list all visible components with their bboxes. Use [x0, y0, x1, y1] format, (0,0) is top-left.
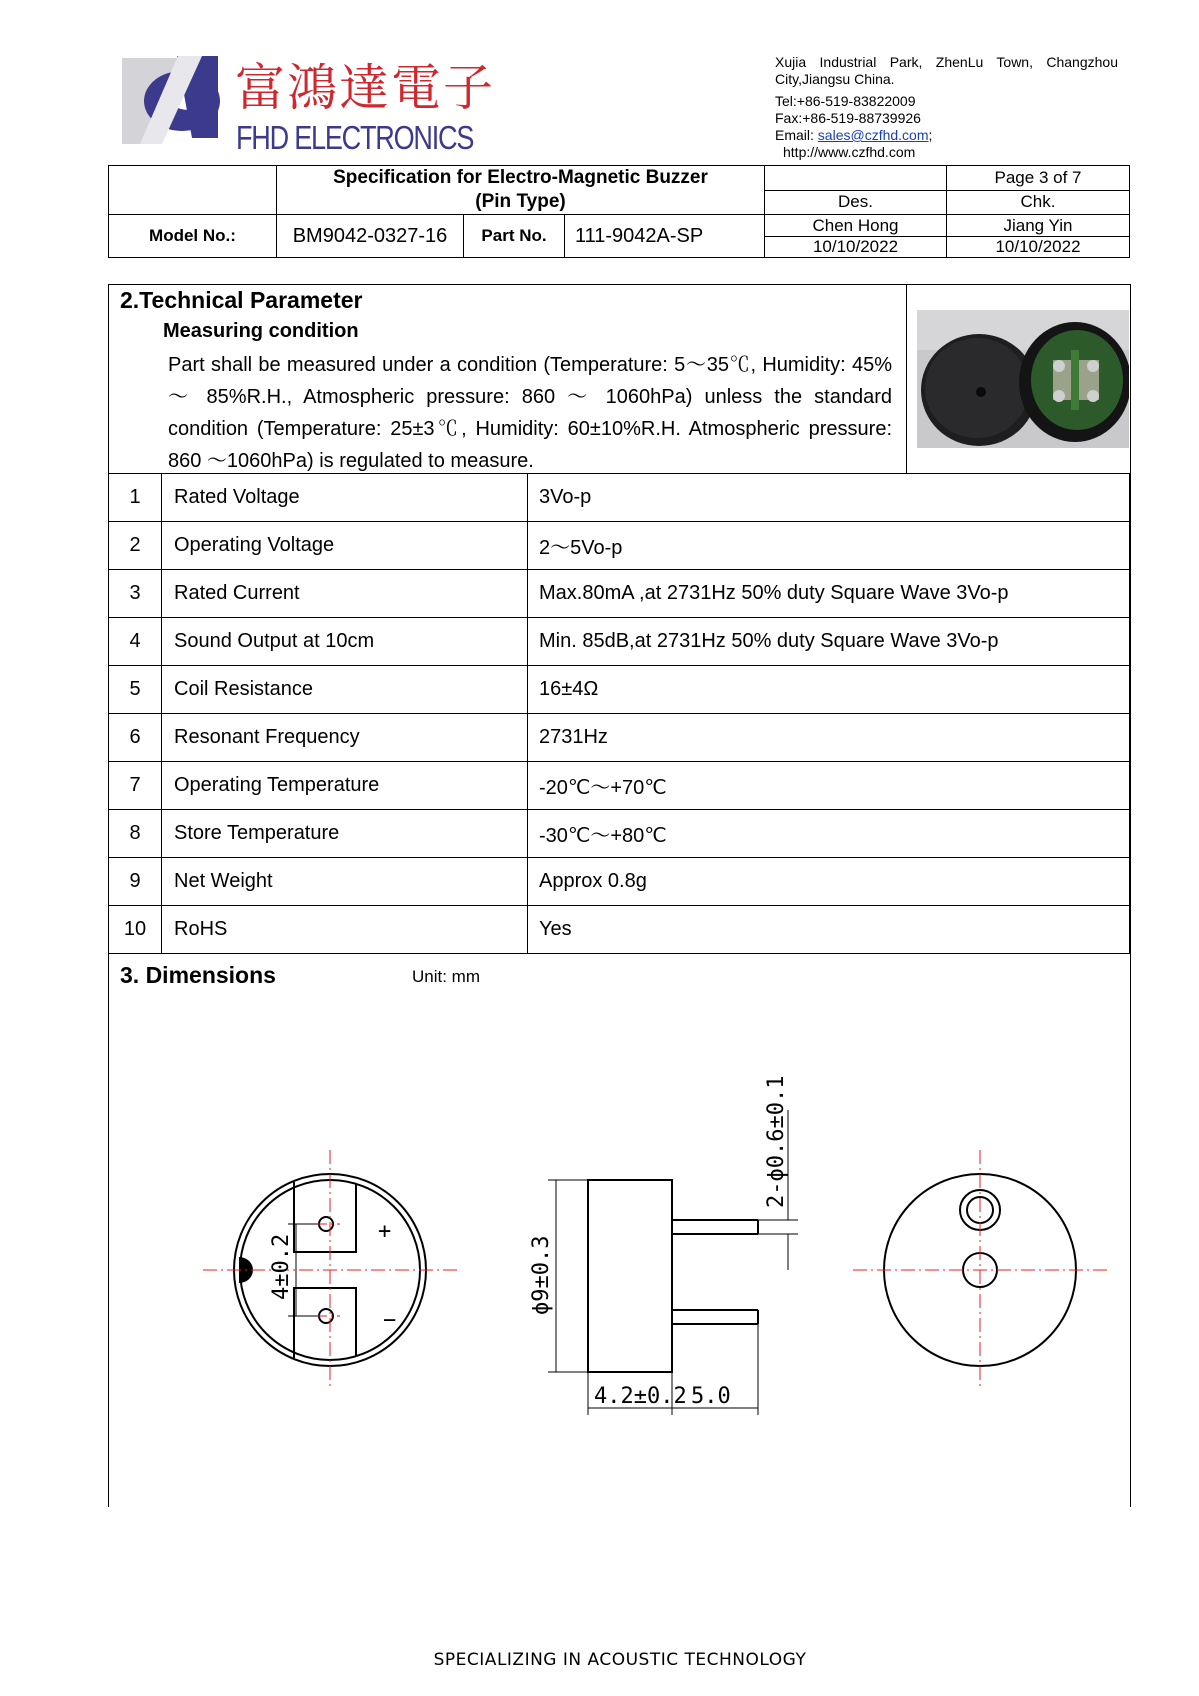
spec-value: -20℃～+70℃ [528, 762, 1130, 810]
spec-subtitle: (Pin Type) [475, 191, 566, 212]
spec-name: Sound Output at 10cm [162, 618, 528, 666]
page-number: Page 3 of 7 [947, 166, 1130, 191]
tel: Tel:+86-519-83822009 [775, 93, 916, 109]
checker-name: Jiang Yin [947, 215, 1130, 237]
address-line-2: City,Jiangsu China. [775, 71, 895, 87]
spec-value: Yes [528, 906, 1130, 954]
spec-row [109, 762, 1130, 810]
spec-name: Operating Voltage [162, 522, 528, 570]
spec-row [109, 474, 1130, 522]
spec-name: Resonant Frequency [162, 714, 528, 762]
company-address-block [775, 54, 1118, 161]
spec-no: 7 [109, 762, 162, 810]
checker-date: 10/10/2022 [947, 237, 1130, 258]
spec-name: Store Temperature [162, 810, 528, 858]
spec-name: Operating Temperature [162, 762, 528, 810]
spec-no: 9 [109, 858, 162, 906]
dimension-drawings [108, 1070, 1129, 1430]
spec-value: 16±4Ω [528, 666, 1130, 714]
spec-row [109, 522, 1130, 570]
spec-no: 1 [109, 474, 162, 522]
email-suffix: ; [928, 127, 933, 143]
model-value: BM9042-0327-16 [277, 215, 464, 258]
header-table [108, 165, 1130, 258]
address-line-1: Xujia Industrial Park, ZhenLu Town, Changzhou [775, 54, 1118, 70]
pin-length-label: 5.0 [691, 1384, 731, 1409]
website[interactable]: http://www.czfhd.com [783, 144, 916, 160]
spec-value: 3Vo-p [528, 474, 1130, 522]
spec-value: 2～5Vo-p [528, 522, 1130, 570]
minus-label: − [383, 1308, 397, 1333]
model-label: Model No.: [109, 215, 277, 258]
spec-value: Max.80mA ,at 2731Hz 50% duty Square Wave 3Vo-p [528, 570, 1130, 618]
measuring-condition-title: Measuring condition [163, 320, 359, 342]
spec-value: -30℃～+80℃ [528, 810, 1130, 858]
spec-no: 10 [109, 906, 162, 954]
spec-row [109, 666, 1130, 714]
technical-parameter-title: 2.Technical Parameter [120, 287, 363, 313]
email-label: Email: [775, 127, 818, 143]
header-title-cell [277, 166, 765, 215]
spec-row [109, 810, 1130, 858]
spec-no: 8 [109, 810, 162, 858]
measuring-condition-text: Part shall be measured under a condition (Temperature: 5～35℃, Humidity: 45% ～ 85%R.H., Atmospheric pressure: 860 ～ 1060hPa) unless the standard condition (Temperature: 25±3℃, Humidity: 60±10%R.H. Atmospheric pressure: 860 ～1060hPa) is regulated to measure. [168, 354, 892, 472]
spec-name: RoHS [162, 906, 528, 954]
pin-spacing-label: 4±0.2 [269, 1233, 294, 1300]
designer-name: Chen Hong [765, 215, 947, 237]
company-name-cn: 富鴻達電子 [235, 59, 495, 117]
spec-no: 2 [109, 522, 162, 570]
spec-no: 6 [109, 714, 162, 762]
spec-value: Approx 0.8g [528, 858, 1130, 906]
chk-label: Chk. [947, 190, 1130, 215]
email-line [775, 127, 1118, 144]
side-view-body [588, 1180, 672, 1372]
part-value: 111-9042A-SP [565, 215, 765, 258]
spec-name: Coil Resistance [162, 666, 528, 714]
spec-name: Rated Voltage [162, 474, 528, 522]
spec-value: Min. 85dB,at 2731Hz 50% duty Square Wave 3Vo-p [528, 618, 1130, 666]
spec-no: 3 [109, 570, 162, 618]
header-blank-cell [109, 166, 277, 215]
spec-title: Specification for Electro-Magnetic Buzzer [333, 167, 708, 188]
dimensions-title: 3. Dimensions [120, 962, 276, 988]
spec-name: Rated Current [162, 570, 528, 618]
spec-row [109, 906, 1130, 954]
spec-row [109, 570, 1130, 618]
diameter-label: ϕ9±0.3 [529, 1235, 554, 1315]
spec-no: 5 [109, 666, 162, 714]
spec-table [108, 473, 1130, 954]
pin-diameter-label: 2-ϕ0.6±0.1 [764, 1075, 789, 1208]
spec-row [109, 858, 1130, 906]
company-name-en: FHD ELECTRONICS [236, 119, 474, 156]
spec-value: 2731Hz [528, 714, 1130, 762]
height-label: 4.2±0.2 [594, 1384, 687, 1409]
email-link[interactable]: sales@czfhd.com [817, 127, 929, 143]
fax: Fax:+86-519-88739926 [775, 110, 921, 126]
dimensions-unit: Unit: mm [412, 967, 480, 986]
spec-row [109, 618, 1130, 666]
spec-name: Net Weight [162, 858, 528, 906]
spec-row [109, 714, 1130, 762]
spec-no: 4 [109, 618, 162, 666]
header-blank-cell-2 [765, 166, 947, 191]
des-label: Des. [765, 190, 947, 215]
part-label: Part No. [464, 215, 565, 258]
plus-label: + [378, 1219, 392, 1244]
footer-tagline: SPECIALIZING IN ACOUSTIC TECHNOLOGY [433, 1650, 807, 1670]
buzzer-photo [917, 310, 1129, 448]
designer-date: 10/10/2022 [765, 237, 947, 258]
